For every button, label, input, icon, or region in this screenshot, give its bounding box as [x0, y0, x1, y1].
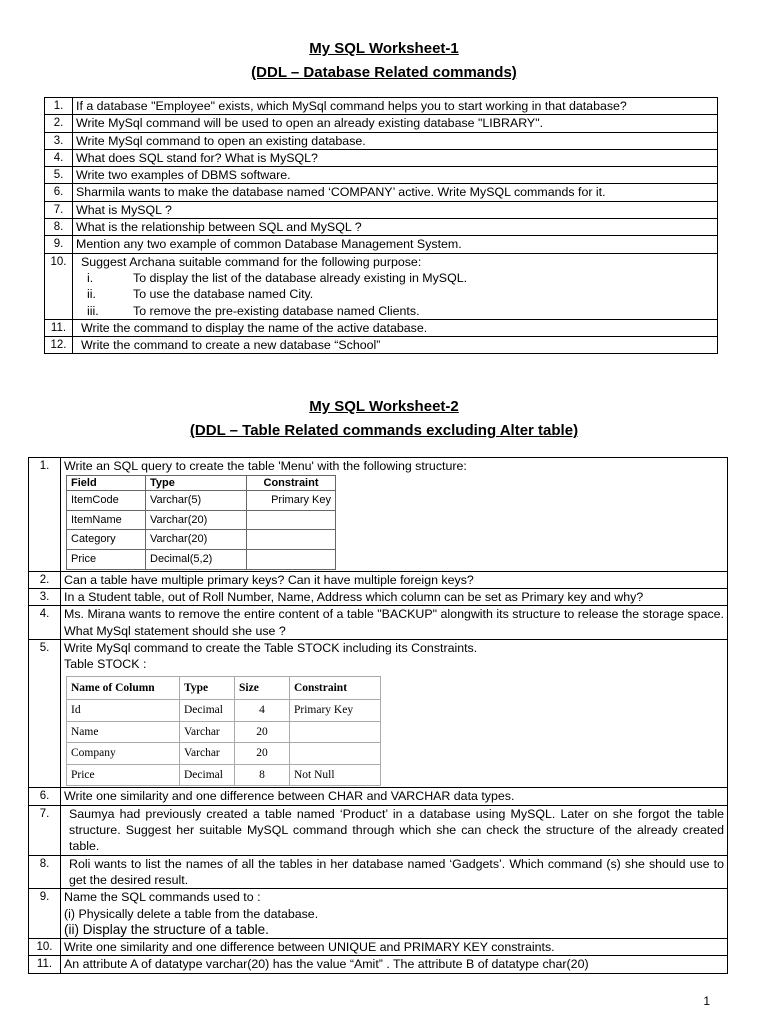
question-row [29, 805, 728, 855]
stock-header-size: Size [235, 677, 290, 700]
subpart-numeral: iii. [87, 303, 99, 318]
question-number: 11. [29, 956, 61, 973]
question-text: Write two examples of DBMS software. [76, 168, 291, 183]
page-number: 1 [703, 994, 710, 1008]
question-text: Write MySql command to open an existing database. [76, 133, 366, 148]
menu-table-row [67, 530, 336, 550]
question-row [29, 606, 728, 640]
table-cell: 20 [235, 721, 290, 743]
question-number: 1. [29, 458, 61, 572]
table-cell: 20 [235, 743, 290, 765]
table-cell: Price [67, 550, 146, 570]
subpart-text: To remove the pre-existing database named Clients. [133, 303, 420, 318]
stock-table-row [67, 764, 381, 786]
stock-header-constraint: Constraint [290, 677, 381, 700]
worksheet1-title: My SQL Worksheet-1 [309, 40, 459, 57]
question-text: Write one similarity and one difference between UNIQUE and PRIMARY KEY constraints. [61, 939, 728, 956]
question-text: What does SQL stand for? What is MySQL? [76, 150, 318, 165]
stock-header-type: Type [180, 677, 235, 700]
table-cell: 4 [235, 700, 290, 722]
question-row [45, 201, 718, 218]
worksheet2-title: My SQL Worksheet-2 [309, 398, 459, 415]
question-row [29, 588, 728, 605]
table-cell: Varchar(20) [146, 510, 247, 530]
table-cell: Varchar(5) [146, 491, 247, 511]
question-row [45, 253, 718, 319]
question-row [29, 889, 728, 939]
question-number: 12. [45, 337, 73, 354]
table-cell: Id [67, 700, 180, 722]
subpart-numeral: ii. [87, 287, 96, 302]
table-cell: Varchar [180, 743, 235, 765]
question-subpart [81, 270, 714, 286]
table-cell [290, 743, 381, 765]
question-text: What is the relationship between SQL and MySQL ? [76, 220, 362, 235]
question-row [45, 319, 718, 336]
question-subpart [81, 286, 714, 302]
question-number: 2. [29, 571, 61, 588]
question-text: An attribute A of datatype varchar(20) has the value “Amit” . The attribute B of datatype char(20) [61, 956, 728, 973]
question-text: Roli wants to list the names of all the tables in her database named ‘Gadgets’. Which command (s) she should use to get the desired result. [61, 855, 728, 889]
question-number: 10. [45, 253, 73, 319]
question-number: 6. [29, 788, 61, 805]
question-number: 6. [45, 184, 73, 201]
question-row [29, 458, 728, 572]
question-number: 7. [45, 201, 73, 218]
table-cell: Name [67, 721, 180, 743]
question-text: Write the command to create a new database “School” [81, 338, 381, 353]
table-cell: Price [67, 764, 180, 786]
table-cell: 8 [235, 764, 290, 786]
question-row [45, 236, 718, 253]
stock-structure-table [66, 676, 381, 786]
stock-table-row [67, 743, 381, 765]
question-row [29, 639, 728, 788]
question-row [29, 788, 728, 805]
question-number: 3. [29, 588, 61, 605]
question-number: 1. [45, 98, 73, 115]
question-text: What is MySQL ? [76, 202, 172, 217]
menu-structure-table [66, 475, 336, 569]
question-text: Sharmila wants to make the database named ‘COMPANY’ active. Write MySQL commands for it. [76, 185, 606, 200]
question-text: If a database "Employee" exists, which MySql command helps you to start working in that database? [76, 99, 627, 113]
question-number: 7. [29, 805, 61, 855]
worksheet1-subtitle: (DDL – Database Related commands) [251, 64, 517, 81]
menu-header-field: Field [67, 476, 146, 491]
stock-table-row [67, 721, 381, 743]
menu-table-row [67, 550, 336, 570]
table-cell: Varchar [180, 721, 235, 743]
question-text: Write one similarity and one difference between CHAR and VARCHAR data types. [61, 788, 728, 805]
stock-table-row [67, 700, 381, 722]
subpart-text: To display the list of the database already existing in MySQL. [133, 270, 468, 285]
question-number: 4. [45, 149, 73, 166]
question-number: 2. [45, 115, 73, 132]
question-text: Mention any two example of common Database Management System. [76, 237, 462, 252]
worksheet2-subtitle: (DDL – Table Related commands excluding Alter table) [189, 422, 579, 439]
table-cell: Not Null [290, 764, 381, 786]
question-number: 9. [45, 236, 73, 253]
question-subpart: (i) Physically delete a table from the database. [64, 906, 319, 921]
question-subpart [81, 303, 714, 319]
table-cell: ItemCode [67, 491, 146, 511]
table-cell [247, 530, 336, 550]
question-row [29, 571, 728, 588]
question-row [45, 132, 718, 149]
table-cell [290, 721, 381, 743]
menu-header-type: Type [146, 476, 247, 491]
question-number: 8. [29, 855, 61, 889]
table-cell [247, 550, 336, 570]
question-row [45, 184, 718, 201]
question-text: Can a table have multiple primary keys? Can it have multiple foreign keys? [61, 571, 728, 588]
question-text: Write the command to display the name of the active database. [81, 320, 428, 335]
menu-header-constraint: Constraint [247, 476, 336, 491]
question-row [45, 98, 718, 115]
table-cell: Company [67, 743, 180, 765]
table-cell: Category [67, 530, 146, 550]
table-cell: Primary Key [290, 700, 381, 722]
stock-header-name: Name of Column [67, 677, 180, 700]
question-subpart: (ii) Display the structure of a table. [64, 921, 269, 937]
table-cell: ItemName [67, 510, 146, 530]
question-text: Write MySql command to create the Table STOCK including its Constraints. [64, 640, 478, 655]
question-number: 10. [29, 939, 61, 956]
question-row [45, 219, 718, 236]
question-number: 5. [45, 167, 73, 184]
question-text: Write an SQL query to create the table 'Menu' with the following structure: [64, 459, 467, 473]
question-row [45, 115, 718, 132]
table-cell: Primary Key [247, 491, 336, 511]
table-cell: Varchar(20) [146, 530, 247, 550]
question-number: 4. [29, 606, 61, 640]
table-cell [247, 510, 336, 530]
question-row [45, 167, 718, 184]
worksheet2-questions-table [28, 457, 728, 974]
question-text: Suggest Archana suitable command for the following purpose: [81, 254, 422, 269]
question-row [29, 855, 728, 889]
question-text: Name the SQL commands used to : [64, 890, 261, 905]
question-number: 11. [45, 319, 73, 336]
question-number: 5. [29, 639, 61, 788]
question-row [29, 939, 728, 956]
question-text: Saumya had previously created a table named ‘Product’ in a database using MySQL. Later on she forgot the table structure. Suggest her suitable MySQL command through which she can check the structure of the already created table. [61, 805, 728, 855]
question-row [45, 149, 718, 166]
table-cell: Decimal [180, 700, 235, 722]
menu-table-row [67, 510, 336, 530]
subpart-numeral: i. [87, 270, 94, 285]
question-text: In a Student table, out of Roll Number, Name, Address which column can be set as Primary key and why? [61, 588, 728, 605]
question-number: 8. [45, 219, 73, 236]
question-text: Ms. Mirana wants to remove the entire content of a table "BACKUP" alongwith its structure to release the storage space. What MySql statement should she use ? [61, 606, 728, 640]
worksheet1-questions-table [44, 97, 718, 354]
table-cell: Decimal(5,2) [146, 550, 247, 570]
subpart-text: To use the database named City. [133, 287, 314, 302]
table-cell: Decimal [180, 764, 235, 786]
question-row [29, 956, 728, 973]
question-text: Write MySql command will be used to open an already existing database "LIBRARY". [76, 116, 544, 131]
question-row [45, 337, 718, 354]
question-number: 9. [29, 889, 61, 939]
menu-table-row [67, 491, 336, 511]
question-number: 3. [45, 132, 73, 149]
table-label: Table STOCK : [64, 657, 147, 672]
